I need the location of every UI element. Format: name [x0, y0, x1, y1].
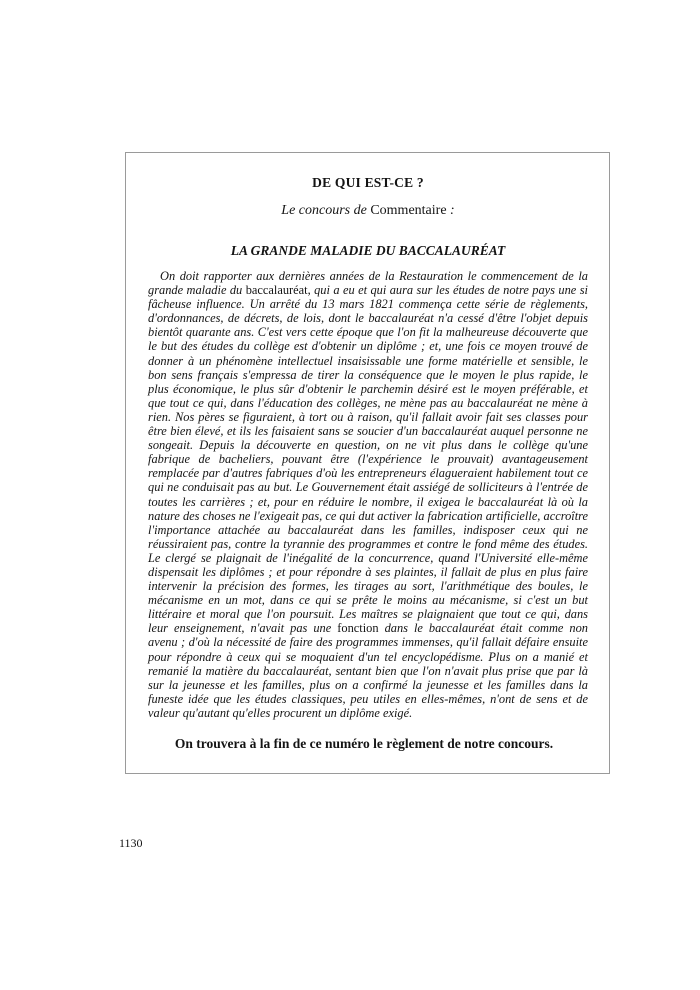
subtitle-journal-name: Commentaire [370, 203, 447, 218]
body-part-1: On doit rapporter aux dernières années de la Restauration le commencement de la grande maladie du [148, 269, 588, 298]
subtitle-suffix: : [446, 203, 455, 218]
article-subtitle [0, 203, 700, 219]
page-number: 1130 [119, 836, 143, 850]
contest-rules-note: On trouvera à la fin de ce numéro le règlement de notre concours. [174, 736, 554, 751]
body-part-3: dans le baccalauréat était comme non avenu ; d'où la nécessité de faire des programmes immenses, qu'il fallait défaire ensuite pour répondre à ceux qui se moquaient d'un tel encyclopédisme. Plus on a manié et remanié la matière du baccalauréat, sentant bien que l'on n'avait plus prise que par là sur la jeunesse et les familles, plus on a confirmé la jeunesse et les familles dans la funeste idée que les études classiques, peu utiles en elles-mêmes, n'ont de sens et de valeur qu'autant qu'elles procurent un diplôme exigé. [148, 621, 589, 720]
body-word-baccalaureat: baccalauréat, [245, 283, 311, 298]
subtitle-prefix: Le concours de [281, 203, 367, 218]
section-title: LA GRANDE MALADIE DU BACCALAURÉAT [230, 243, 506, 258]
article-title: DE QUI EST-CE ? [312, 175, 424, 190]
body-word-fonction: fonction [337, 621, 379, 636]
article-body [148, 269, 588, 720]
body-part-2: qui a eu et qui aura sur les études de notre pays une si fâcheuse influence. Un arrêté du 13 mars 1821 commença cette série de règlements, d'ordonnances, de décrets, de lois, dont le baccalauréat n'a cessé d'être l'objet depuis bientôt quarante ans. C'est vers cette époque que l'on fit la malheureuse découverte que le but des études du collège est d'obtenir un diplôme ; et, une fois ce moyen trouvé de donner à un phénomène intellectuel insaisissable une forme matérielle et sensible, le bon sens français s'empressa de tirer la conséquence que le moyen le plus rapide, le plus économique, le plus sûr d'obtenir le parchemin désiré est le moyen préférable, et que tout ce qui, dans l'éducation des collèges, ne mène pas au baccalauréat ne mène à rien. Nos pères se figuraient, à tort ou à raison, qu'il fallait avoir fait ses classes pour être bien élevé, et ils les faisaient sans se soucier d'un baccalauréat auquel personne ne songeait. Depuis la découverte en question, on ne vit plus dans le collège qu'une fabrique de bacheliers, pouvant être (l'expérience le prouvait) avantageusement remplacée par d'autres fabriques d'où les entrepreneurs élagueraient habilement tout ce qui ne conduisait pas au but. Le Gouvernement était assiégé de solliciteurs à l'entrée de toutes les carrières ; et, pour en réduire le nombre, il exigea le baccalauréat là où la nature des choses ne l'exigeait pas, ce qui dut activer la fabrication artificielle, accroître l'importance attachée au baccalauréat dans les familles, indisposer ceux qui ne réussiraient pas, contre la tyrannie des programmes et contre le fond même des études. Le clergé se plaignait de l'inégalité de la concurrence, quand l'Université elle-même dispensait les diplômes ; et pour répondre à ses plaintes, il fallait de plus en plus faire intervenir la précision des formes, les tirages au sort, l'arithmétique des boules, le mécanisme en un mot, dans ce qui se prête le moins au mécanisme, si c'est un but littéraire et moral que l'on poursuit. Les maîtres se plaignaient que tout ce qui, dans leur enseignement, n'avait pas une [148, 283, 589, 636]
